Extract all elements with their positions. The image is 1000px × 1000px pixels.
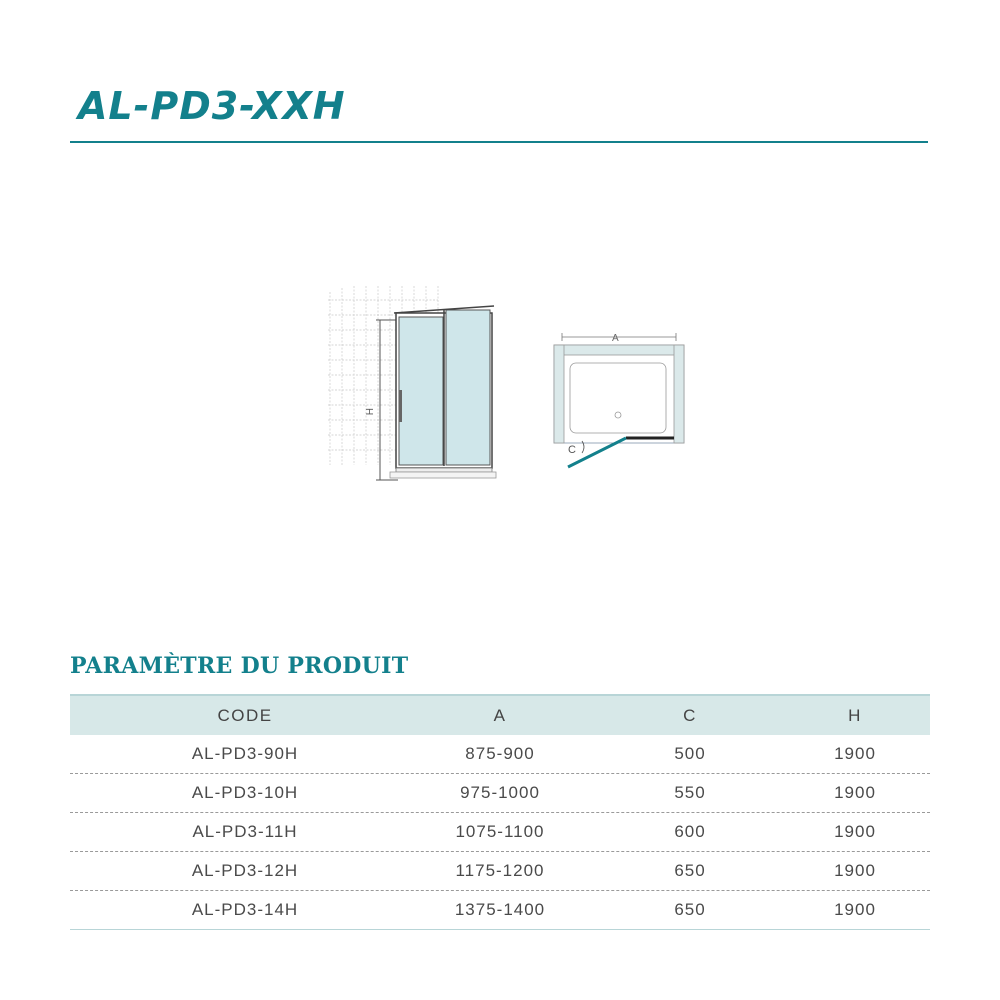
cell-code: AL-PD3-90H bbox=[191, 744, 299, 763]
header-code: CODE bbox=[217, 705, 273, 725]
cell-code: AL-PD3-14H bbox=[191, 900, 299, 919]
sliding-glass-panel bbox=[399, 317, 443, 465]
door-handle bbox=[399, 390, 402, 422]
cell-a: 1175-1200 bbox=[455, 861, 545, 880]
swing-door bbox=[568, 438, 626, 467]
page-title: AL-PD3-XXH bbox=[78, 84, 346, 128]
cell-a: 1375-1400 bbox=[454, 900, 546, 919]
plan-view-diagram bbox=[548, 325, 698, 485]
cell-c: 500 bbox=[674, 744, 706, 763]
cell-c: 650 bbox=[674, 900, 706, 919]
fixed-glass-panel bbox=[446, 310, 490, 465]
header-a: A bbox=[493, 705, 507, 725]
title-divider bbox=[70, 141, 928, 143]
cell-code: AL-PD3-11H bbox=[192, 822, 298, 841]
cell-a: 1075-1100 bbox=[455, 822, 545, 841]
cell-h: 1900 bbox=[834, 900, 876, 919]
cell-c: 650 bbox=[674, 861, 706, 880]
section-heading: PARAMÈTRE DU PRODUIT bbox=[70, 653, 409, 679]
cell-code: AL-PD3-10H bbox=[191, 783, 299, 802]
header-c: C bbox=[683, 705, 697, 725]
cell-code: AL-PD3-12H bbox=[191, 861, 299, 880]
shower-tray bbox=[570, 363, 666, 433]
table-row bbox=[70, 891, 930, 930]
table-row bbox=[70, 813, 930, 852]
spec-table bbox=[70, 694, 930, 930]
cell-a: 875-900 bbox=[465, 744, 535, 763]
cell-a: 975-1000 bbox=[460, 783, 540, 802]
table-row bbox=[70, 852, 930, 891]
cell-h: 1900 bbox=[834, 861, 876, 880]
width-label: A bbox=[612, 333, 619, 344]
opening-label: C bbox=[568, 444, 576, 456]
table-row bbox=[70, 735, 930, 774]
front-view-diagram bbox=[318, 280, 498, 490]
cell-h: 1900 bbox=[834, 783, 876, 802]
cell-h: 1900 bbox=[834, 822, 876, 841]
table-row bbox=[70, 774, 930, 813]
cell-h: 1900 bbox=[834, 744, 876, 763]
cell-c: 600 bbox=[674, 822, 706, 841]
table-header bbox=[70, 694, 930, 735]
height-label: H bbox=[363, 408, 374, 416]
cell-c: 550 bbox=[674, 783, 706, 802]
header-h: H bbox=[848, 705, 862, 725]
